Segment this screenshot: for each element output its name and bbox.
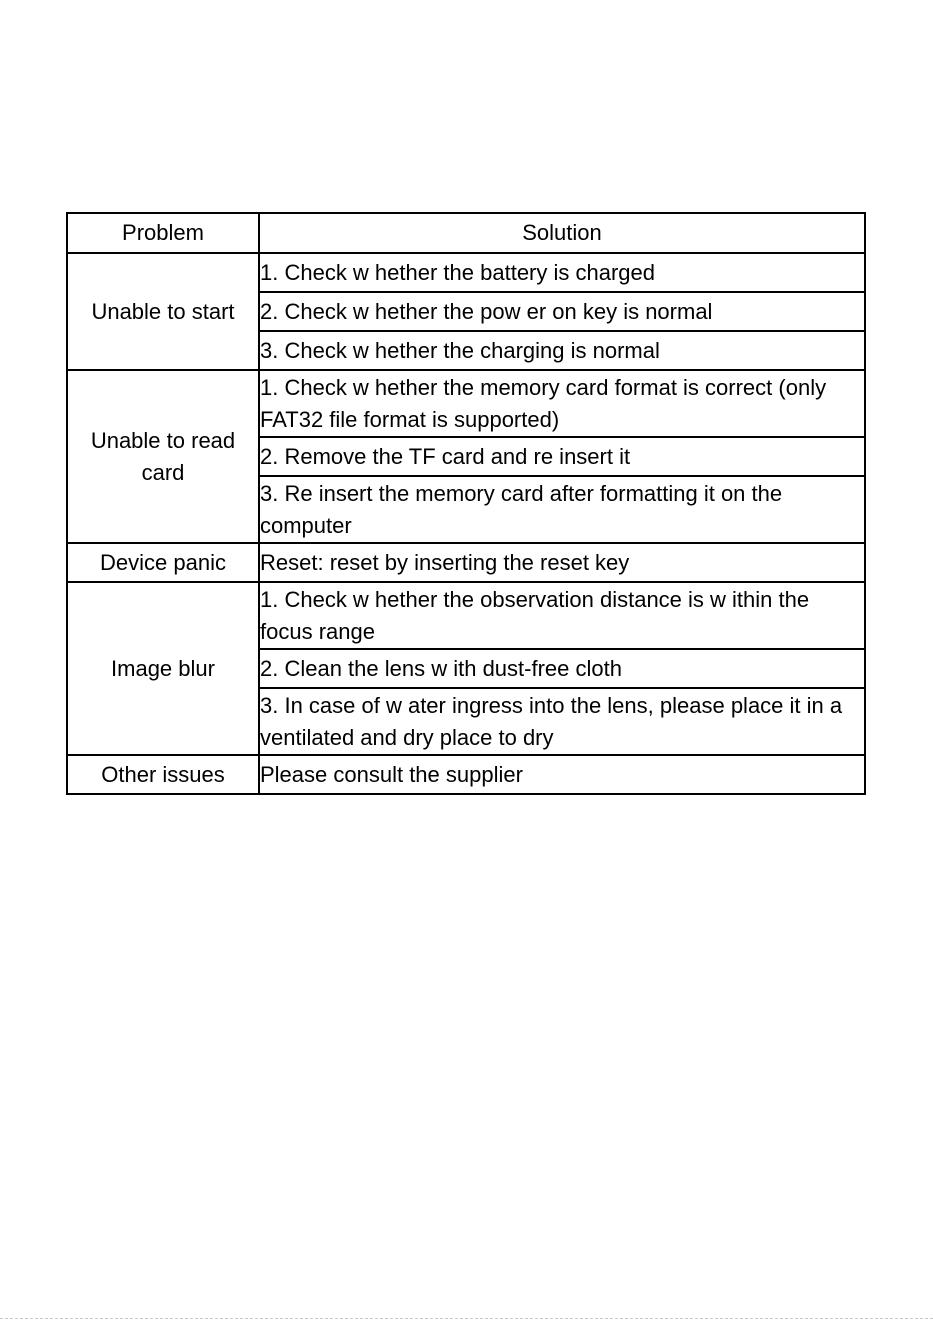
solution-cell: 2. Check w hether the pow er on key is normal <box>259 292 865 331</box>
table-row <box>67 370 865 437</box>
column-header-solution: Solution <box>259 213 865 253</box>
problem-cell: Unable to start <box>67 253 259 370</box>
solution-cell: 1. Check w hether the observation distance is w ithin the focus range <box>259 582 865 649</box>
solution-cell: 2. Clean the lens w ith dust-free cloth <box>259 649 865 688</box>
problem-cell: Unable to read card <box>67 370 259 543</box>
table-row <box>67 755 865 794</box>
table-row <box>67 253 865 292</box>
problem-cell: Other issues <box>67 755 259 794</box>
solution-cell: 2. Remove the TF card and re insert it <box>259 437 865 476</box>
problem-cell: Device panic <box>67 543 259 582</box>
table-row <box>67 543 865 582</box>
table-header-row <box>67 213 865 253</box>
troubleshooting-table <box>66 212 866 795</box>
solution-cell: Reset: reset by inserting the reset key <box>259 543 865 582</box>
page-bottom-divider <box>0 1318 933 1319</box>
problem-cell: Image blur <box>67 582 259 755</box>
table-row <box>67 582 865 649</box>
solution-cell: 1. Check w hether the battery is charged <box>259 253 865 292</box>
solution-cell: 3. Check w hether the charging is normal <box>259 331 865 370</box>
solution-cell: 3. Re insert the memory card after formatting it on the computer <box>259 476 865 543</box>
solution-cell: 3. In case of w ater ingress into the lens, please place it in a ventilated and dry place to dry <box>259 688 865 755</box>
solution-cell: 1. Check w hether the memory card format is correct (only FAT32 file format is supported) <box>259 370 865 437</box>
column-header-problem: Problem <box>67 213 259 253</box>
solution-cell: Please consult the supplier <box>259 755 865 794</box>
